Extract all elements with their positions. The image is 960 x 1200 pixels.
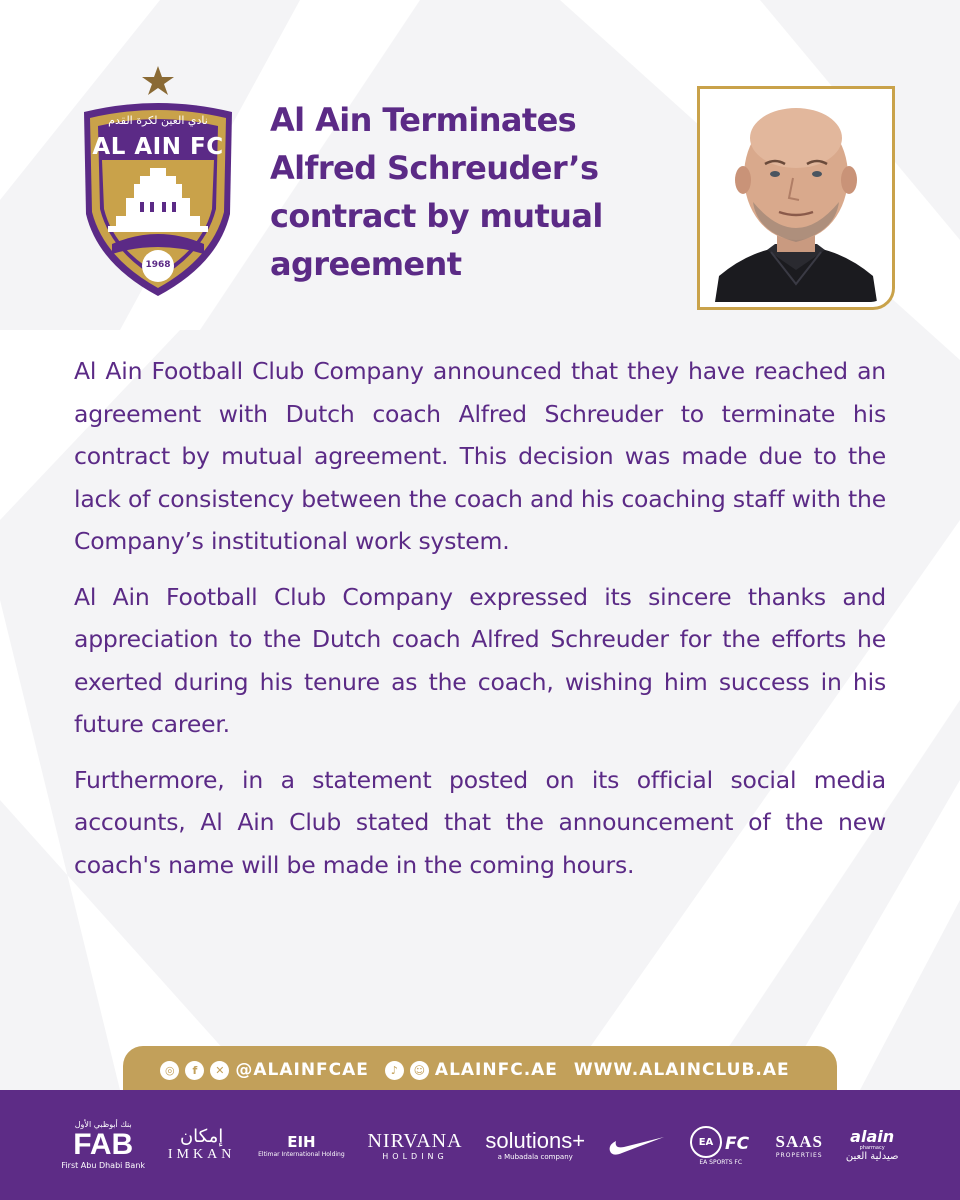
sponsor-alain-pharmacy <box>845 1126 899 1162</box>
snapchat-icon[interactable]: ☺ <box>410 1061 429 1080</box>
crest-club-name: AL AIN FC <box>92 134 224 160</box>
club-crest <box>78 64 238 296</box>
paragraph-3: Furthermore, in a statement posted on its official social media accounts, Al Ain Club stated that the announcement of the new coach's name will be made in the coming hours. <box>74 765 886 879</box>
solutions-logo: solutions+ <box>485 1128 586 1153</box>
saas-subtitle: PROPERTIES <box>775 1151 823 1159</box>
sponsor-fab <box>61 1120 145 1170</box>
nirvana-subtitle: HOLDING <box>382 1151 448 1161</box>
star-icon <box>142 66 174 95</box>
sponsor-solutions <box>485 1129 585 1161</box>
paragraph-2: Al Ain Football Club Company expressed its sincere thanks and appreciation to the Dutch coach Alfred Schreuder for the efforts he exerted during his tenure as the coach, wishing him success in his future career. <box>74 582 886 738</box>
facebook-icon[interactable]: f <box>185 1061 204 1080</box>
headline: Al Ain Terminates Alfred Schreuder’s contract by mutual agreement <box>270 101 603 283</box>
sponsor-bar <box>0 1090 960 1200</box>
sponsor-eih <box>258 1133 345 1158</box>
article-body <box>74 350 886 899</box>
ea-sports-fc-logo <box>689 1125 753 1159</box>
fab-logo: FAB <box>73 1128 134 1161</box>
tiktok-icon[interactable]: ♪ <box>385 1061 404 1080</box>
svg-text:FC: FC <box>724 1133 749 1154</box>
sponsor-saas <box>776 1132 823 1159</box>
instagram-icon[interactable]: ◎ <box>160 1061 179 1080</box>
alain-pharmacy-logo: alain <box>850 1126 895 1146</box>
sponsor-nike <box>608 1133 666 1157</box>
svg-text:EA: EA <box>698 1136 713 1148</box>
coach-photo-frame <box>697 86 895 310</box>
coach-photo <box>705 94 887 302</box>
nirvana-logo: NIRVANA <box>367 1129 463 1152</box>
crest-arabic-text: نادي العين لكرة القدم <box>108 114 208 127</box>
social-handle[interactable]: @ALAINFCAE <box>235 1060 369 1080</box>
fab-arabic: بنك أبوظبي الأول <box>74 1120 132 1129</box>
paragraph-1: Al Ain Football Club Company announced that they have reached an agreement with Dutch coach Alfred Schreuder to terminate his contract by mutual agreement. This decision was made due to the lack of consistency between the coach and his coaching staff with the Company’s institutional work system. <box>74 357 886 555</box>
eih-logo: EIH <box>287 1132 316 1151</box>
alain-pharmacy-sub: pharmacy <box>859 1144 885 1151</box>
sponsor-nirvana <box>367 1130 462 1161</box>
sponsor-ea-sports-fc <box>689 1125 753 1166</box>
imkan-logo: IMKAN <box>167 1147 236 1162</box>
social-bar <box>123 1046 837 1094</box>
fab-subtitle: First Abu Dhabi Bank <box>61 1161 146 1170</box>
ea-sports-fc-name: EA SPORTS FC <box>699 1158 743 1166</box>
website-link[interactable]: WWW.ALAINCLUB.AE <box>573 1060 790 1080</box>
sponsor-imkan <box>168 1127 235 1163</box>
imkan-arabic: إمكان <box>179 1126 224 1147</box>
nike-swoosh-icon <box>608 1133 666 1157</box>
crest-founded-year: 1968 <box>145 260 171 270</box>
saas-logo: SAAS <box>775 1131 823 1151</box>
social-handle-2[interactable]: ALAINFC.AE <box>434 1060 558 1080</box>
solutions-subtitle: a Mubadala company <box>497 1153 573 1161</box>
eih-subtitle: Eltimar International Holding <box>258 1150 345 1158</box>
x-icon[interactable]: ✕ <box>210 1061 229 1080</box>
alain-pharmacy-arabic: صيدلية العين <box>845 1150 899 1162</box>
